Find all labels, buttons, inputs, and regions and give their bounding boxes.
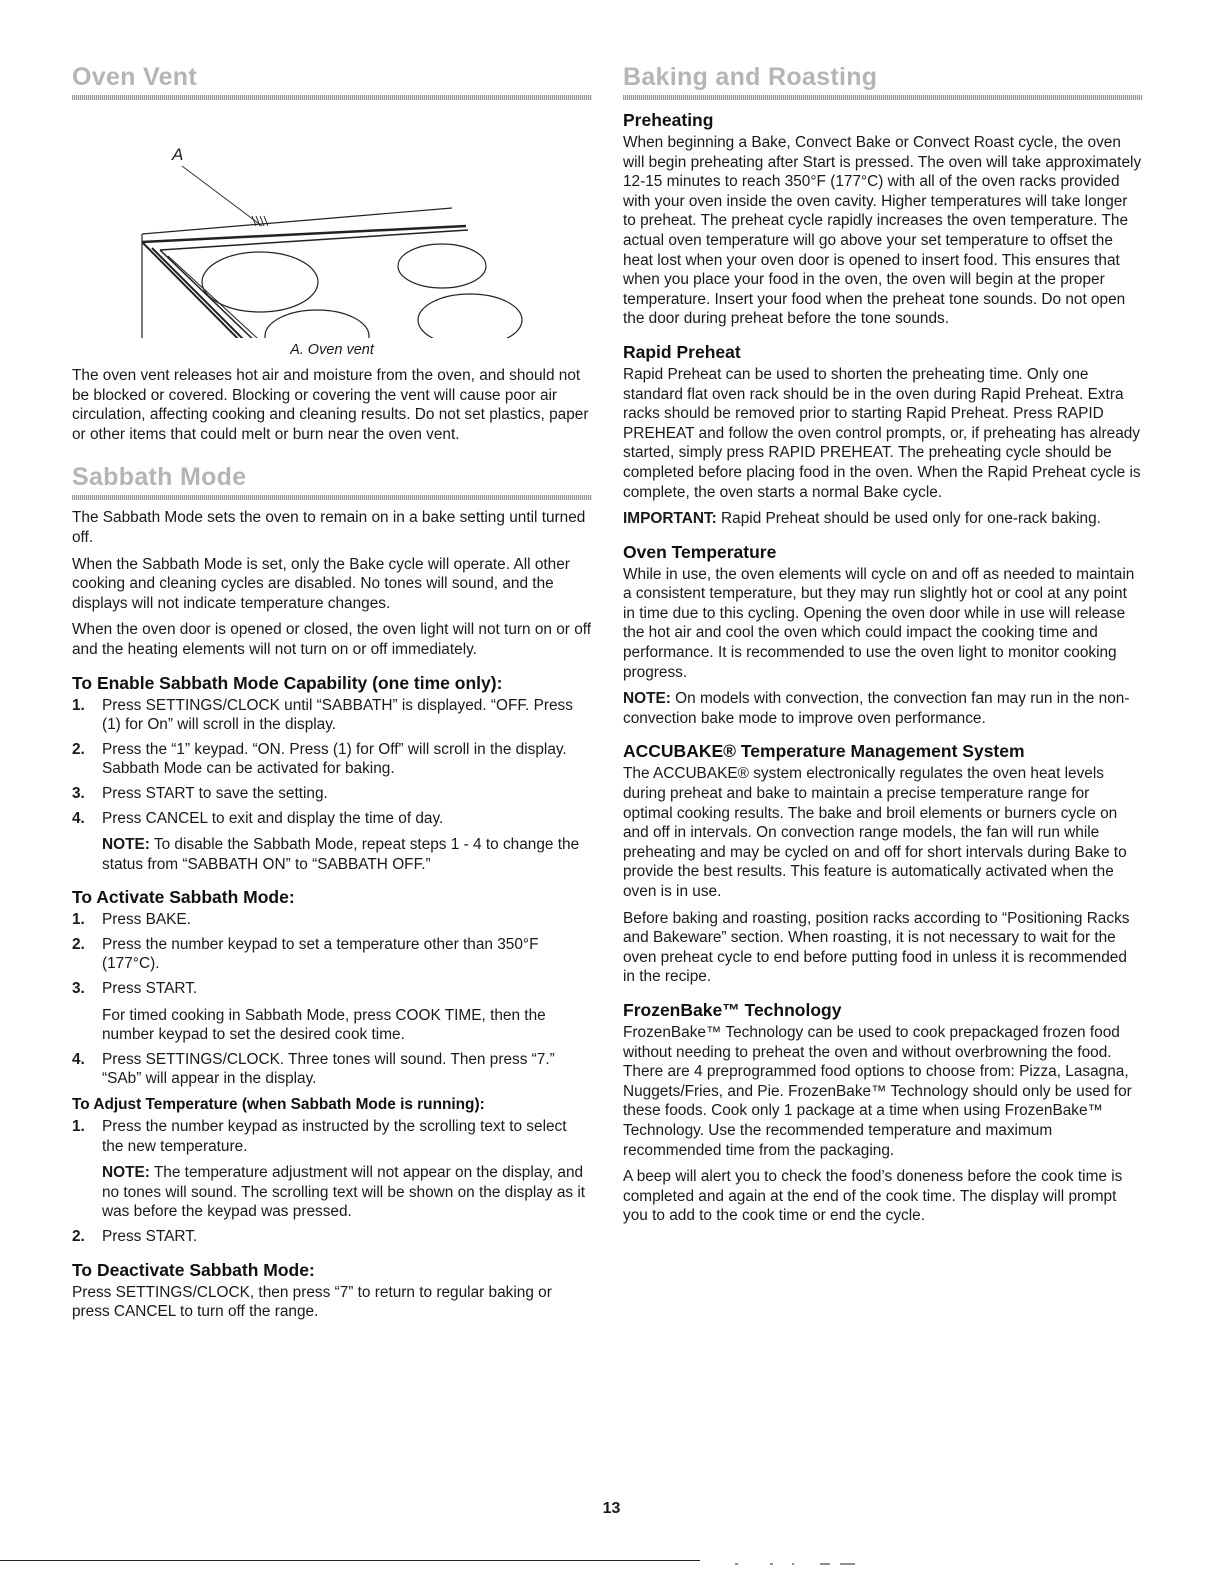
section-divider xyxy=(72,495,592,500)
list-item: 1. Press SETTINGS/CLOCK until “SABBATH” is displayed. “OFF. Press (1) for On” will scroll in the display. xyxy=(72,696,573,734)
bottom-rule xyxy=(0,1560,700,1561)
list-item: 4. Press CANCEL to exit and display the time of day. NOTE: To disable the Sabbath Mode, repeat steps 1 - 4 to change the status from “SABBATH ON” to “SABBATH OFF.” xyxy=(72,809,592,875)
adjust-temperature-steps xyxy=(72,1117,592,1247)
rapid-preheat-important: IMPORTANT: Rapid Preheat should be used only for one-rack baking. xyxy=(623,510,1101,528)
list-item: 4. Press SETTINGS/CLOCK. Three tones will sound. Then press “7.” “SAb” will appear in the display. xyxy=(72,1050,555,1088)
figure-caption: A. Oven vent xyxy=(290,342,374,358)
left-column xyxy=(72,62,592,1329)
frozenbake-paragraph: A beep will alert you to check the food’s doneness before the cook time is completed and again at the end of the cook time. The display will prompt you to add to the cook time or end the cycle. xyxy=(623,1168,1123,1225)
frozenbake-heading: FrozenBake™ Technology xyxy=(623,999,842,1020)
section-divider xyxy=(72,95,592,100)
enable-note: NOTE: To disable the Sabbath Mode, repeat steps 1 - 4 to change the status from “SABBATH ON” to “SABBATH OFF.” xyxy=(102,836,580,873)
frozenbake-paragraph: FrozenBake™ Technology can be used to cook prepackaged frozen food without needing to preheat the oven and without overbrowning the food. There are 4 preprogrammed food options to choose from: Pizza, Lasagna, Nuggets/Fries, and Pie. FrozenBake™ Technology should only be used for these foods. Cook only 1 package at a time when using FrozenBake™ Technology. Use the recommended temperature and maximum recommended time from the packaging. xyxy=(623,1023,1132,1159)
oven-temperature-note: NOTE: On models with convection, the convection fan may run in the non-convection bake mode to improve oven performance. xyxy=(623,690,1130,727)
list-item: 2. Press the “1” keypad. “ON. Press (1) for Off” will scroll in the display. Sabbath Mode can be activated for baking. xyxy=(72,740,567,778)
activate-sabbath-heading: To Activate Sabbath Mode: xyxy=(72,887,295,908)
list-item: 1. Press the number keypad as instructed by the scrolling text to select the new temperature. NOTE: The temperature adjustment will not appear on the display, and no tones will sound. The scrolling text will be shown on the display as it was before the keypad was pressed. xyxy=(72,1117,592,1222)
enable-sabbath-heading: To Enable Sabbath Mode Capability (one time only): xyxy=(72,672,503,693)
activate-sabbath-steps xyxy=(72,910,592,1089)
sabbath-paragraph: When the oven door is opened or closed, the oven light will not turn on or off and the heating elements will not turn on or off immediately. xyxy=(72,621,592,658)
section-divider xyxy=(623,95,1143,100)
timed-cooking-note: For timed cooking in Sabbath Mode, press COOK TIME, then the number keypad to set the desired cook time. xyxy=(102,1006,546,1044)
oven-vent-text: The oven vent releases hot air and moisture from the oven, and should not be blocked or covered. Blocking or covering the vent will cause poor air circulation, affecting cooking and cleaning results. Do not set plastics, paper or other items that could melt or burn near the oven vent. xyxy=(72,367,589,443)
list-item: 2. Press the number keypad to set a temperature other than 350°F (177°C). xyxy=(72,935,539,973)
sabbath-paragraph: When the Sabbath Mode is set, only the Bake cycle will operate. All other cooking and cleaning cycles are disabled. No tones will sound, and the displays will not indicate temperature changes. xyxy=(72,555,570,612)
preheating-text: When beginning a Bake, Convect Bake or Convect Roast cycle, the oven will begin preheating after Start is pressed. The oven will take approximately 12-15 minutes to reach 350°F (177°C) with all of the oven racks provided with your oven inside the oven cavity. Higher temperatures will take longer to preheat. The preheat cycle rapidly increases the oven temperature. The actual oven temperature will go above your set temperature to offset the heat lost when your oven door is opened to insert food. This ensures that when you place your food in the oven, the oven will begin at the proper temperature. Insert your food when the preheat tone sounds. Do not open the door during preheat before the tone sounds. xyxy=(623,134,1142,328)
deactivate-sabbath-heading: To Deactivate Sabbath Mode: xyxy=(72,1259,315,1280)
adjust-temperature-heading: To Adjust Temperature (when Sabbath Mode is running): xyxy=(72,1096,485,1114)
cooktop-illustration xyxy=(72,108,592,338)
list-item: 3. Press START. For timed cooking in Sabbath Mode, press COOK TIME, then the number keypad to set the desired cook time. xyxy=(72,979,592,1045)
deactivate-text: Press SETTINGS/CLOCK, then press “7” to return to regular baking or press CANCEL to turn off the range. xyxy=(72,1283,552,1321)
page-number: 13 xyxy=(602,1500,621,1517)
rapid-preheat-heading: Rapid Preheat xyxy=(623,341,741,362)
enable-sabbath-steps xyxy=(72,696,592,875)
oven-temperature-text: While in use, the oven elements will cycle on and off as needed to maintain a consistent temperature, but they may run slightly hot or cool at any point in time due to this cycling. Opening the oven door while in use will release the hot air and cool the oven which could impact the cooking time and performance. It is recommended to use the oven light to monitor cooking progress. xyxy=(623,565,1135,681)
sabbath-paragraph: The Sabbath Mode sets the oven to remain on in a bake setting until turned off. xyxy=(72,509,586,546)
oven-vent-figure xyxy=(72,108,592,338)
list-item: 2. Press START. xyxy=(72,1228,198,1245)
oven-temperature-heading: Oven Temperature xyxy=(623,541,777,562)
sabbath-mode-title: Sabbath Mode xyxy=(72,463,247,492)
right-column xyxy=(623,62,1143,1233)
oven-vent-title: Oven Vent xyxy=(72,63,197,91)
figure-letter: A xyxy=(172,145,184,164)
accubake-paragraph: The ACCUBAKE® system electronically regulates the oven heat levels during preheat and bake to maintain a precise temperature range for optimal cooking results. The bake and broil elements or burners cycle on and off in intervals. On convection range models, the fan will run while preheating and may be cycled on and off for short intervals during Bake to provide the best results. This feature is automatically activated when the oven is in use. xyxy=(623,765,1127,900)
list-item: 1. Press BAKE. xyxy=(72,911,191,929)
list-item: 3. Press START to save the setting. xyxy=(72,784,328,802)
print-marks xyxy=(730,1560,880,1568)
preheating-heading: Preheating xyxy=(623,110,714,130)
accubake-heading: ACCUBAKE® Temperature Management System xyxy=(623,741,1025,762)
adjust-note: NOTE: The temperature adjustment will not appear on the display, and no tones will sound. The scrolling text will be shown on the display as it was before the keypad was pressed. xyxy=(102,1164,586,1221)
rapid-preheat-text: Rapid Preheat can be used to shorten the preheating time. Only one standard flat oven rack should be in the oven during Rapid Preheat. Extra racks should be removed prior to starting Rapid Preheat. Press RAPID PREHEAT and follow the oven control prompts, or, if preheating has already started, simply press RAPID PREHEAT. The preheating cycle should be completed before placing food in the oven. When the Rapid Preheat cycle is complete, the oven starts a normal Bake cycle. xyxy=(623,365,1141,501)
accubake-paragraph: Before baking and roasting, position racks according to “Positioning Racks and Bakeware” section. When roasting, it is not necessary to wait for the oven preheat cycle to end before putting food in unless it is recommended in the recipe. xyxy=(623,909,1130,986)
baking-roasting-title: Baking and Roasting xyxy=(623,63,878,91)
